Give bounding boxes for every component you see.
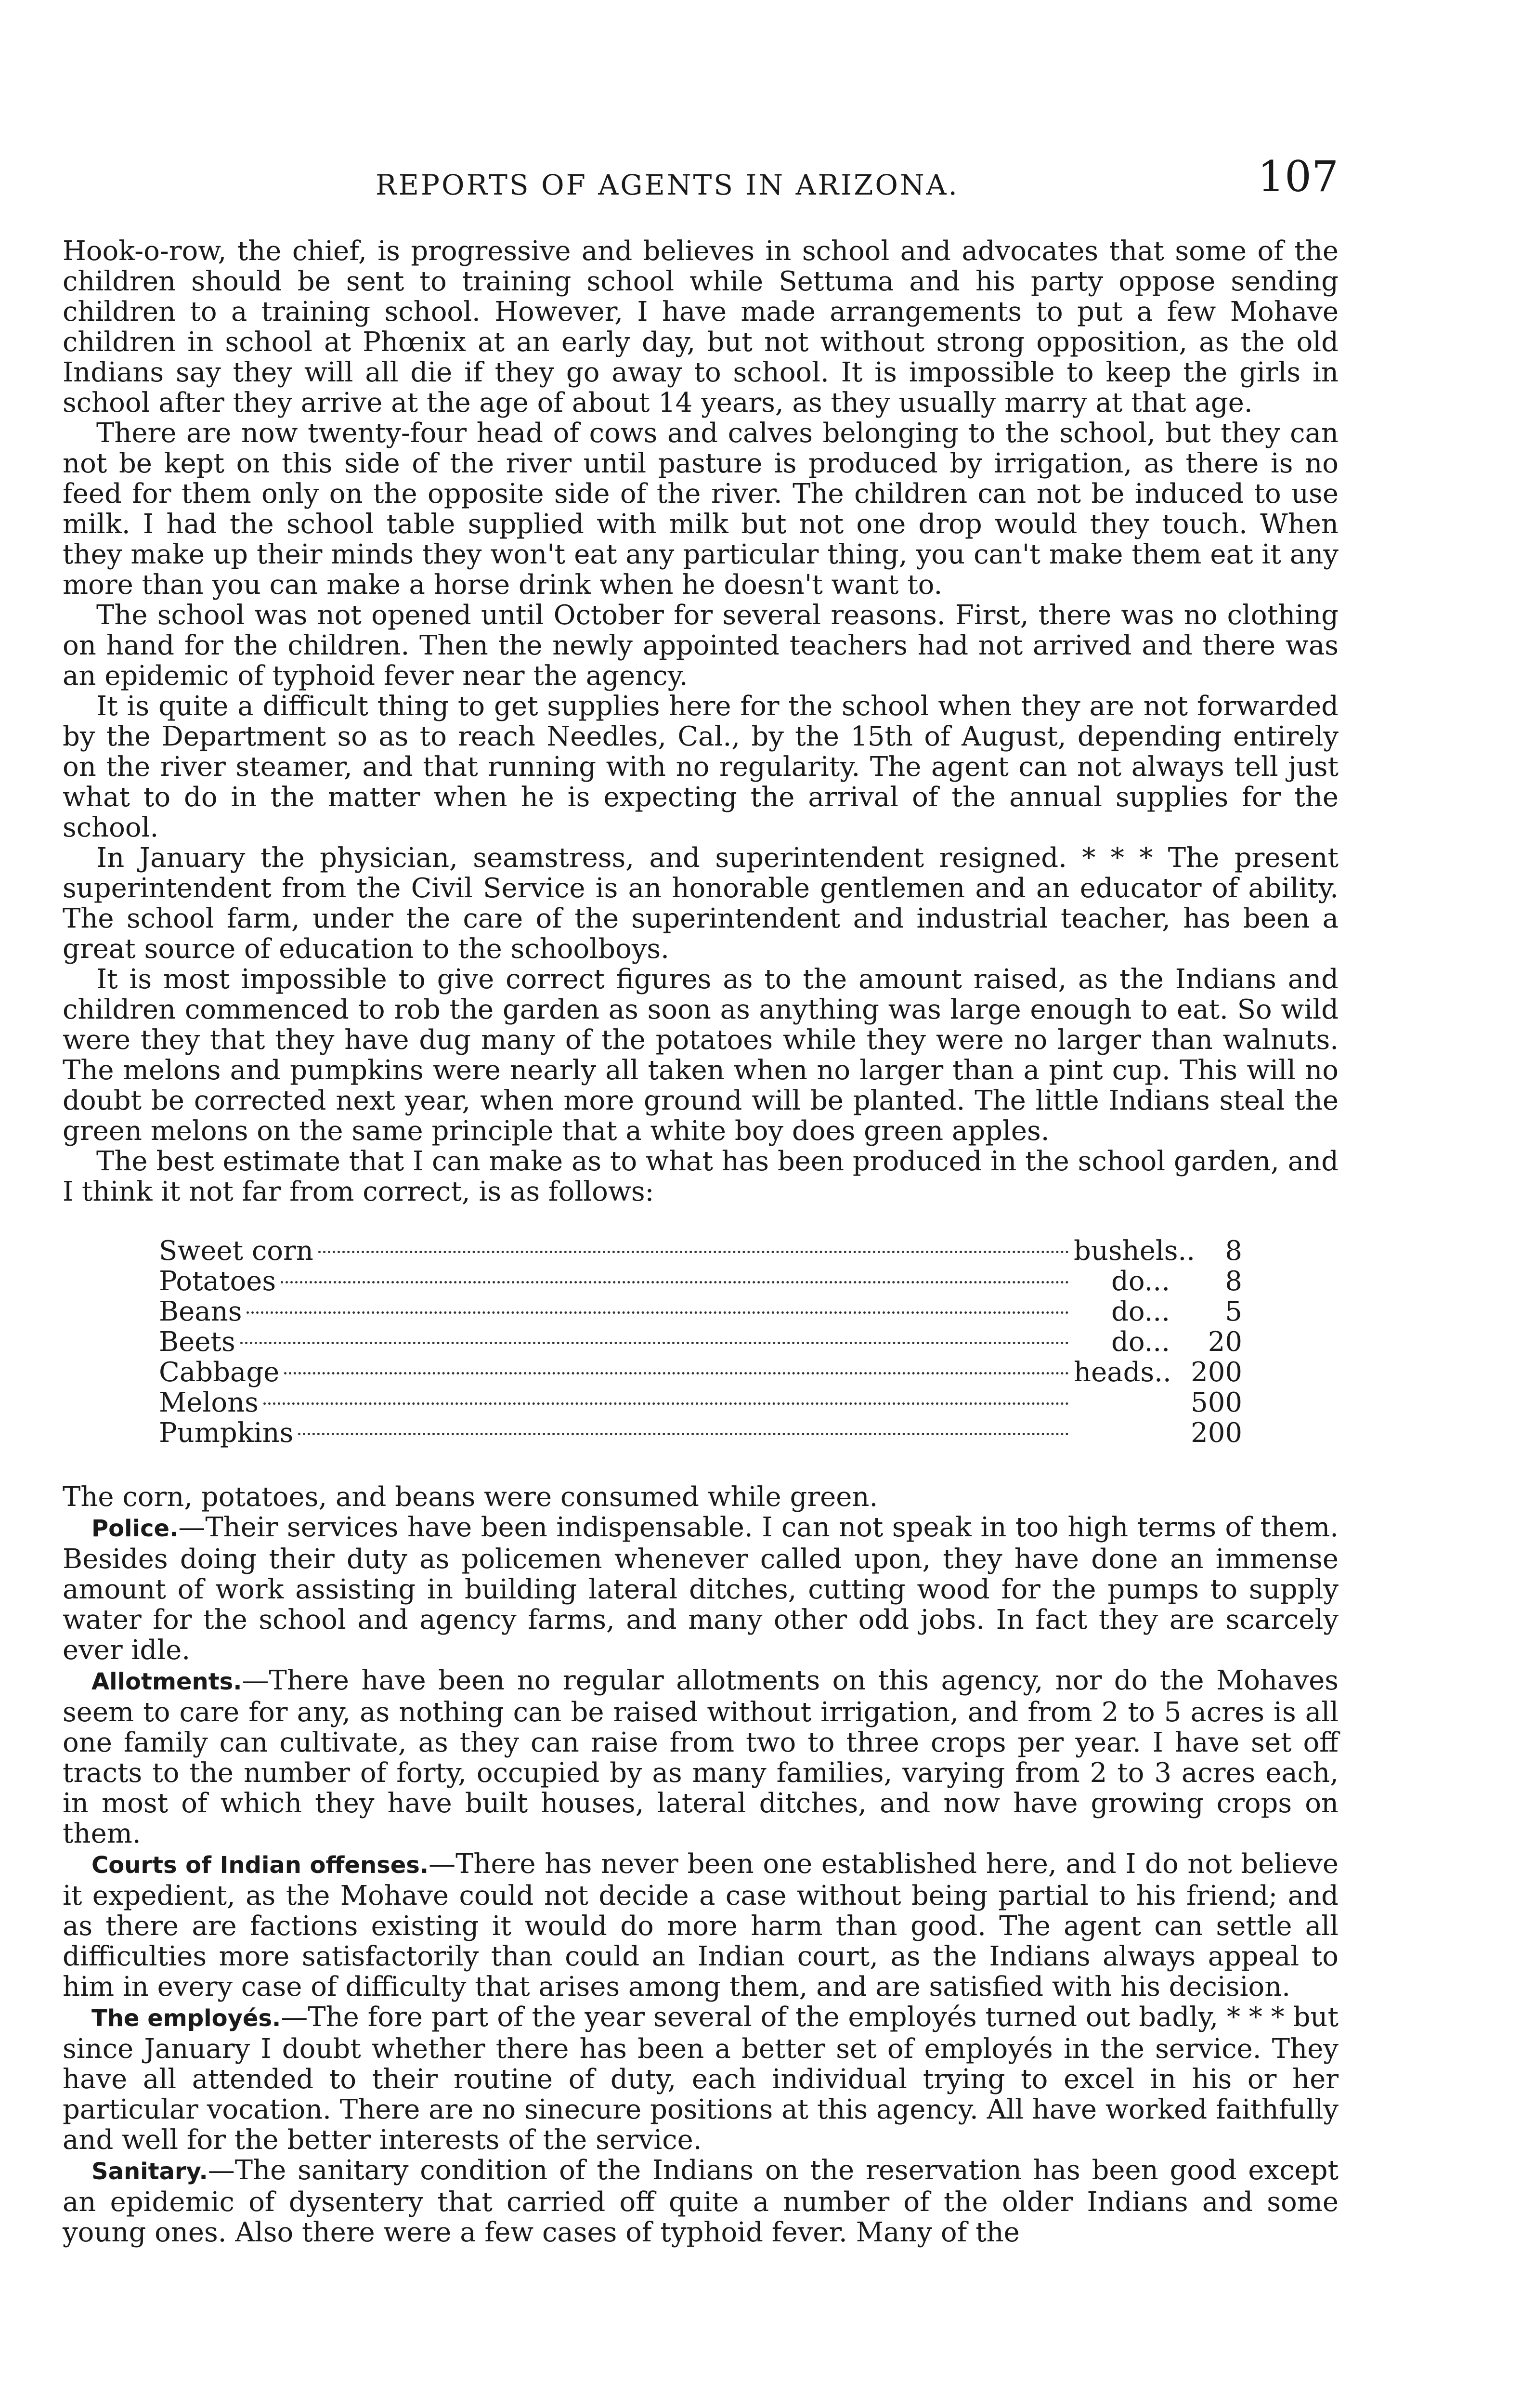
document-page	[63, 140, 1339, 2248]
paragraph-chief: Hook-o-row, the chief, is progressive and believes in school and advocates that some of the children should be sent to training school while Settuma and his party oppose sending children to a training school. However, I have made arrangements to put a few Mohave children in school at Phœnix at an early day, but not without strong opposition, as the old Indians say they will all die if they go away to school. It is impossible to keep the girls in school after they arrive at the age of about 14 years, as they usually marry at that age.	[63, 236, 1339, 419]
paragraph-after-table: The corn, potatoes, and beans were consumed while green.	[63, 1481, 878, 1513]
section-text: —There has never been one established here, and I do not believe it expedient, as the Mohave could not decide a case without being partial to his friend; and as there are factions existing it would do more harm than good. The agent can settle all difficulties more satisfactorily than could an Indian court, as the Indians always appeal to him in every case of difficulty that arises among them, and are satisfied with his decision.	[63, 1848, 1339, 2002]
table-row	[159, 1266, 1242, 1296]
produce-qty: 5	[1225, 1296, 1242, 1327]
produce-item: Beets	[159, 1326, 235, 1358]
produce-unit: heads..	[1074, 1357, 1171, 1388]
paragraph-garden: It is most impossible to give correct figures as to the amount raised, as the Indians and children commenced to rob the garden as soon as anything was large enough to eat. So wild were they that they have dug many of the potatoes while they were no larger than walnuts. The melons and pumpkins were nearly all taken when no larger than a pint cup. This will no doubt be corrected next year, when more ground will be planted. The little Indians steal the green melons on the same principle that a white boy does green apples.	[63, 964, 1339, 1147]
produce-item: Pumpkins	[159, 1417, 294, 1449]
section-heading: The employés.	[91, 2005, 281, 2032]
page-header	[63, 140, 1339, 207]
produce-qty: 200	[1191, 1357, 1242, 1388]
produce-qty: 8	[1225, 1235, 1242, 1267]
table-row	[159, 1296, 1242, 1327]
dot-leader	[240, 1342, 1069, 1344]
section-allotments	[63, 1665, 1339, 1849]
paragraph-supplies: It is quite a difficult thing to get supplies here for the school when they are not forwarded by the Department so as to reach Needles, Cal., by the 15th of August, depending entirely on the river steamer, and that running with no regularity. The agent can not always tell just what to do in the matter when he is expecting the arrival of the annual supplies for the school.	[63, 691, 1339, 843]
section-heading: Police.	[91, 1515, 179, 1542]
produce-qty: 500	[1191, 1387, 1242, 1418]
dot-leader	[318, 1251, 1069, 1253]
paragraph-resignations: In January the physician, seamstress, and superintendent resigned. * * * The present superintendent from the Civil Service is an honorable gentlemen and an educator of ability. The school farm, under the care of the superintendent and industrial teacher, has been a great source of education to the schoolboys.	[63, 842, 1339, 965]
page-number: 107	[1258, 152, 1339, 201]
table-row	[159, 1418, 1242, 1448]
section-sanitary	[63, 2155, 1339, 2248]
produce-table	[159, 1236, 1242, 1448]
produce-unit: do...	[1111, 1326, 1170, 1358]
section-heading: Allotments.	[91, 1668, 242, 1695]
paragraph-cattle: There are now twenty-four head of cows and calves belonging to the school, but they can not be kept on this side of the river until pasture is produced by irrigation, as there is no feed for them only on the opposite side of the river. The children can not be induced to use milk. I had the school table supplied with milk but not one drop would they touch. When they make up their minds they won't eat any particular thing, you can't make them eat it any more than you can make a horse drink when he doesn't want to.	[63, 418, 1339, 601]
running-head: REPORTS OF AGENTS IN ARIZONA.	[376, 169, 959, 201]
section-text: —The fore part of the year several of the employés turned out badly, * * * but since January I doubt whether there has been a better set of employés in the service. They have all attended to their routine of duty, each individual trying to excel in his or her particular vocation. There are no sinecure positions at this agency. All have worked faithfully and well for the better interests of the service.	[63, 2002, 1339, 2156]
section-text: —The sanitary condition of the Indians on the reservation has been good except an epidemic of dysentery that carried off quite a number of the older Indians and some young ones. Also there were a few cases of typhoid fever. Many of the	[63, 2155, 1339, 2248]
dot-leader	[281, 1281, 1069, 1283]
table-row	[159, 1357, 1242, 1387]
section-heading: Courts of Indian offenses.	[91, 1852, 429, 1879]
section-employes	[63, 2002, 1339, 2155]
body-text	[63, 236, 1339, 2248]
paragraph-school-opening: The school was not opened until October for several reasons. First, there was no clothing on hand for the children. Then the newly appointed teachers had not arrived and there was an epidemic of typhoid fever near the agency.	[63, 600, 1339, 692]
dot-leader	[284, 1372, 1069, 1374]
section-courts	[63, 1849, 1339, 2002]
produce-unit: do...	[1111, 1266, 1170, 1297]
produce-unit: do...	[1111, 1296, 1170, 1327]
produce-item: Beans	[159, 1296, 242, 1327]
produce-qty: 8	[1225, 1266, 1242, 1297]
produce-qty: 20	[1208, 1326, 1242, 1358]
table-row	[159, 1236, 1242, 1266]
table-row	[159, 1387, 1242, 1418]
paragraph-estimate: The best estimate that I can make as to what has been produced in the school garden, and I think it not far from correct, is as follows:	[63, 1146, 1339, 1207]
produce-item: Potatoes	[159, 1266, 276, 1297]
section-police	[63, 1512, 1339, 1665]
dot-leader	[247, 1311, 1069, 1314]
section-heading: Sanitary.	[91, 2158, 208, 2185]
produce-unit: bushels..	[1074, 1235, 1196, 1267]
section-text: —There have been no regular allotments on this agency, nor do the Mohaves seem to care for any, as nothing can be raised without irrigation, and from 2 to 5 acres is all one family can cultivate, as they can raise from two to three crops per year. I have set off tracts to the number of forty, occupied by as many families, varying from 2 to 3 acres each, in most of which they have built houses, lateral ditches, and now have growing crops on them.	[63, 1665, 1339, 1849]
section-text: —Their services have been indispensable. I can not speak in too high terms of them. Besides doing their duty as policemen whenever called upon, they have done an immense amount of work assisting in building lateral ditches, cutting wood for the pumps to supply water for the school and agency farms, and many other odd jobs. In fact they are scarcely ever idle.	[63, 1512, 1339, 1666]
produce-item: Sweet corn	[159, 1235, 313, 1267]
dot-leader	[298, 1433, 1069, 1435]
produce-item: Cabbage	[159, 1357, 280, 1388]
dot-leader	[263, 1402, 1069, 1405]
produce-qty: 200	[1191, 1417, 1242, 1449]
produce-item: Melons	[159, 1387, 259, 1418]
table-row	[159, 1327, 1242, 1357]
